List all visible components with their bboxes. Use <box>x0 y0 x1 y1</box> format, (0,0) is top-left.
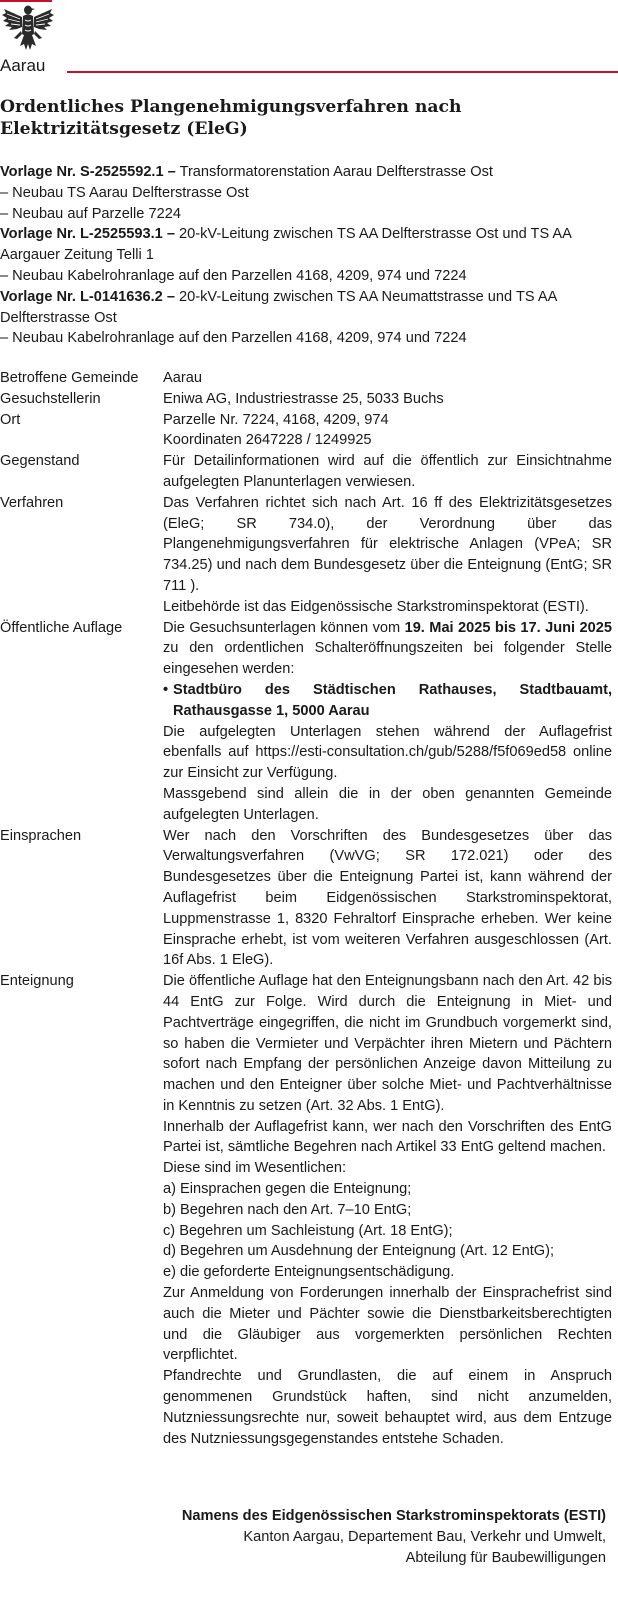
verfahren-text: Das Verfahren richtet sich nach Art. 16 ff des Elektrizitätsgesetzes (EleG; SR 734.0), der Verordnung über das Plangenehmigungsverfahren für elektrische Anlagen (VPeA; SR 734.25) und nach dem Bundesgesetz über die Enteignung (EntG; SR 711 ). <box>163 494 612 594</box>
detail-row-gegenstand <box>0 451 612 493</box>
detail-label: Gesuchstellerin <box>0 390 101 407</box>
signature-block <box>6 1506 606 1568</box>
detail-row-auflage <box>0 618 612 826</box>
detail-value: Aarau <box>163 370 202 386</box>
enteignung-paragraph: Innerhalb der Auflagefrist kann, wer nach den Vorschriften des EntG Partei ist, sämtliche Begehren nach Artikel 33 EntG geltend machen. <box>163 1118 612 1156</box>
detail-value: Eniwa AG, Industriestrasse 25, 5033 Buchs <box>163 390 444 407</box>
signature-division: Abteilung für Baubewilligungen <box>405 1549 606 1566</box>
detail-value: Wer nach den Vorschriften des Bundesgesetzes über das Verwaltungsverfahren (VwVG; SR 172.021) oder des Bundesgesetzes über die Enteignung Partei ist, kann während der Auflagefrist beim Eidgenössischen Starkstrominspektorat, Luppmenstrasse 1, 8320 Fehraltorf Einsprache erheben. Wer keine Einsprache erhebt, ist vom weiteren Verfahren ausgeschlossen (Art. 16f Abs. 1 EleG). <box>163 827 612 969</box>
detail-label: Ort <box>0 411 21 428</box>
signature-department: Kanton Aargau, Departement Bau, Verkehr und Umwelt, <box>243 1528 606 1545</box>
detail-label: Einsprachen <box>0 827 82 844</box>
detail-label: Gegenstand <box>0 453 80 470</box>
detail-row-gesuchstellerin <box>0 389 612 410</box>
auflage-pre: Die Gesuchsunterlagen können vom <box>163 619 405 636</box>
enteignung-paragraph: Zur Anmeldung von Forderungen innerhalb der Einsprachefrist sind auch die Mieter und Pächter sowie die Dienstbarkeitsberechtigten und die Gläubiger aus vorgemerkten persönlichen Rechten verpflichtet. <box>163 1285 612 1364</box>
vorlage-2-item: – Neubau Kabelrohranlage auf den Parzellen 4168, 4209, 974 und 7224 <box>0 267 467 284</box>
enteignung-list-item: a) Einsprachen gegen die Enteignung; <box>163 1181 412 1198</box>
detail-row-einsprachen <box>0 826 612 972</box>
detail-label: Enteignung <box>0 973 74 990</box>
signature-authority: Namens des Eidgenössischen Starkstrominspektorats (ESTI) <box>181 1508 606 1524</box>
enteignung-list-item: c) Begehren um Sachleistung (Art. 18 EntG); <box>163 1222 453 1239</box>
detail-value: Für Detailinformationen wird auf die öffentlich zur Einsichtnahme aufgelegten Planunterlagen verwiesen. <box>163 453 612 490</box>
auflage-online: Die aufgelegten Unterlagen stehen während der Auflagefrist ebenfalls auf https://esti-consultation.ch/gub/5288/f5f069ed58 online zur Einsicht zur Verfügung. <box>163 723 612 782</box>
vorlage-description: Transformatorenstation Aarau Delfterstrasse Ost <box>175 164 493 180</box>
vorlage-2 <box>0 224 612 266</box>
auflage-dates: 19. Mai 2025 bis 17. Juni 2025 <box>404 619 612 636</box>
vorlage-1-item: – Neubau auf Parzelle 7224 <box>0 205 181 222</box>
verfahren-leitbehoerde: Leitbehörde ist das Eidgenössische Starkstrominspektorat (ESTI). <box>163 598 589 615</box>
detail-value <box>163 410 612 452</box>
city-name: Aarau <box>0 56 46 75</box>
page-header <box>0 0 618 80</box>
vorlage-3-item: – Neubau Kabelrohranlage auf den Parzellen 4168, 4209, 974 und 7224 <box>0 330 467 347</box>
detail-label: Verfahren <box>0 494 64 511</box>
vorlage-1 <box>0 162 612 183</box>
vorlage-number: Vorlage Nr. L-0141636.2 – <box>0 288 175 305</box>
page-title <box>0 96 600 140</box>
vorlage-description: 20-kV-Leitung zwischen TS AA Delfterstrasse Ost und TS AA Aargauer Zeitung Telli 1 <box>0 226 572 264</box>
vorlagen-list <box>0 162 612 349</box>
vorlage-number: Vorlage Nr. S-2525592.1 – <box>0 164 176 180</box>
enteignung-paragraph: Pfandrechte und Grundlasten, die auf einem in Anspruch genommenen Grundstück haften, sind nicht anzumelden, Nutzniessungsrechte nur, soweit behauptet wird, aus dem Entzuge des Nutzniessungsgegenstandes entstehe Schaden. <box>163 1368 612 1447</box>
header-divider <box>67 71 618 73</box>
aarau-eagle-icon <box>0 0 56 56</box>
detail-row-enteignung <box>0 971 612 1449</box>
title-line-1: Ordentliches Plangenehmigungsverfahren nach <box>0 97 462 117</box>
vorlage-description: 20-kV-Leitung zwischen TS AA Neumattstrasse und TS AA Delfterstrasse Ost <box>0 288 557 326</box>
detail-row-ort <box>0 410 612 452</box>
detail-value <box>163 618 612 826</box>
auflage-text <box>163 618 612 680</box>
ort-koordinaten: Koordinaten 2647228 / 1249925 <box>163 432 372 449</box>
enteignung-list-item: e) die geforderte Enteignungsentschädigung. <box>163 1264 455 1281</box>
detail-label: Betroffene Gemeinde <box>0 370 139 386</box>
ort-parzelle: Parzelle Nr. 7224, 4168, 4209, 974 <box>163 411 389 428</box>
auflage-post: zu den ordentlichen Schalteröffnungszeiten bei folgender Stelle eingesehen werden: <box>163 640 612 678</box>
detail-row-gemeinde <box>0 368 612 389</box>
enteignung-list-item: d) Begehren um Ausdehnung der Enteignung (Art. 12 EntG); <box>163 1243 555 1260</box>
detail-value <box>163 493 612 618</box>
auflage-location-text: Stadtbüro des Städtischen Rathauses, Stadtbauamt, Rathausgasse 1, 5000 Aarau <box>173 681 612 719</box>
vorlage-number: Vorlage Nr. L-2525593.1 – <box>0 226 175 243</box>
auflage-massgebend: Massgebend sind allein die in der oben genannten Gemeinde aufgelegten Unterlagen. <box>163 785 612 823</box>
details-list <box>0 368 612 1449</box>
enteignung-paragraph: Diese sind im Wesentlichen: <box>163 1160 347 1177</box>
bullet-dot: • <box>163 681 169 698</box>
detail-value <box>163 971 612 1449</box>
detail-label: Öffentliche Auflage <box>0 619 123 636</box>
enteignung-paragraph: Die öffentliche Auflage hat den Enteignungsbann nach den Art. 42 bis 44 EntG zur Folge. Wird durch die Enteignung in Miet- und Pachtverträge eingegriffen, die nicht im Grundbuch vorgemerkt sind, so haben die Vermieter und Verpächter ihren Mietern und Pächtern sofort nach Empfang der persönlichen Anzeige davon Mitteilung zu machen und den Enteigner über solche Miet- und Pachtverhältnisse in Kenntnis zu setzen (Art. 32 Abs. 1 EntG). <box>163 973 612 1114</box>
auflage-location <box>163 680 612 722</box>
vorlage-1-item: – Neubau TS Aarau Delfterstrasse Ost <box>0 184 249 201</box>
detail-row-verfahren <box>0 493 612 618</box>
enteignung-list-item: b) Begehren nach den Art. 7–10 EntG; <box>163 1201 412 1218</box>
vorlage-3 <box>0 287 612 329</box>
title-line-2: Elektrizitätsgesetz (EleG) <box>0 119 248 139</box>
